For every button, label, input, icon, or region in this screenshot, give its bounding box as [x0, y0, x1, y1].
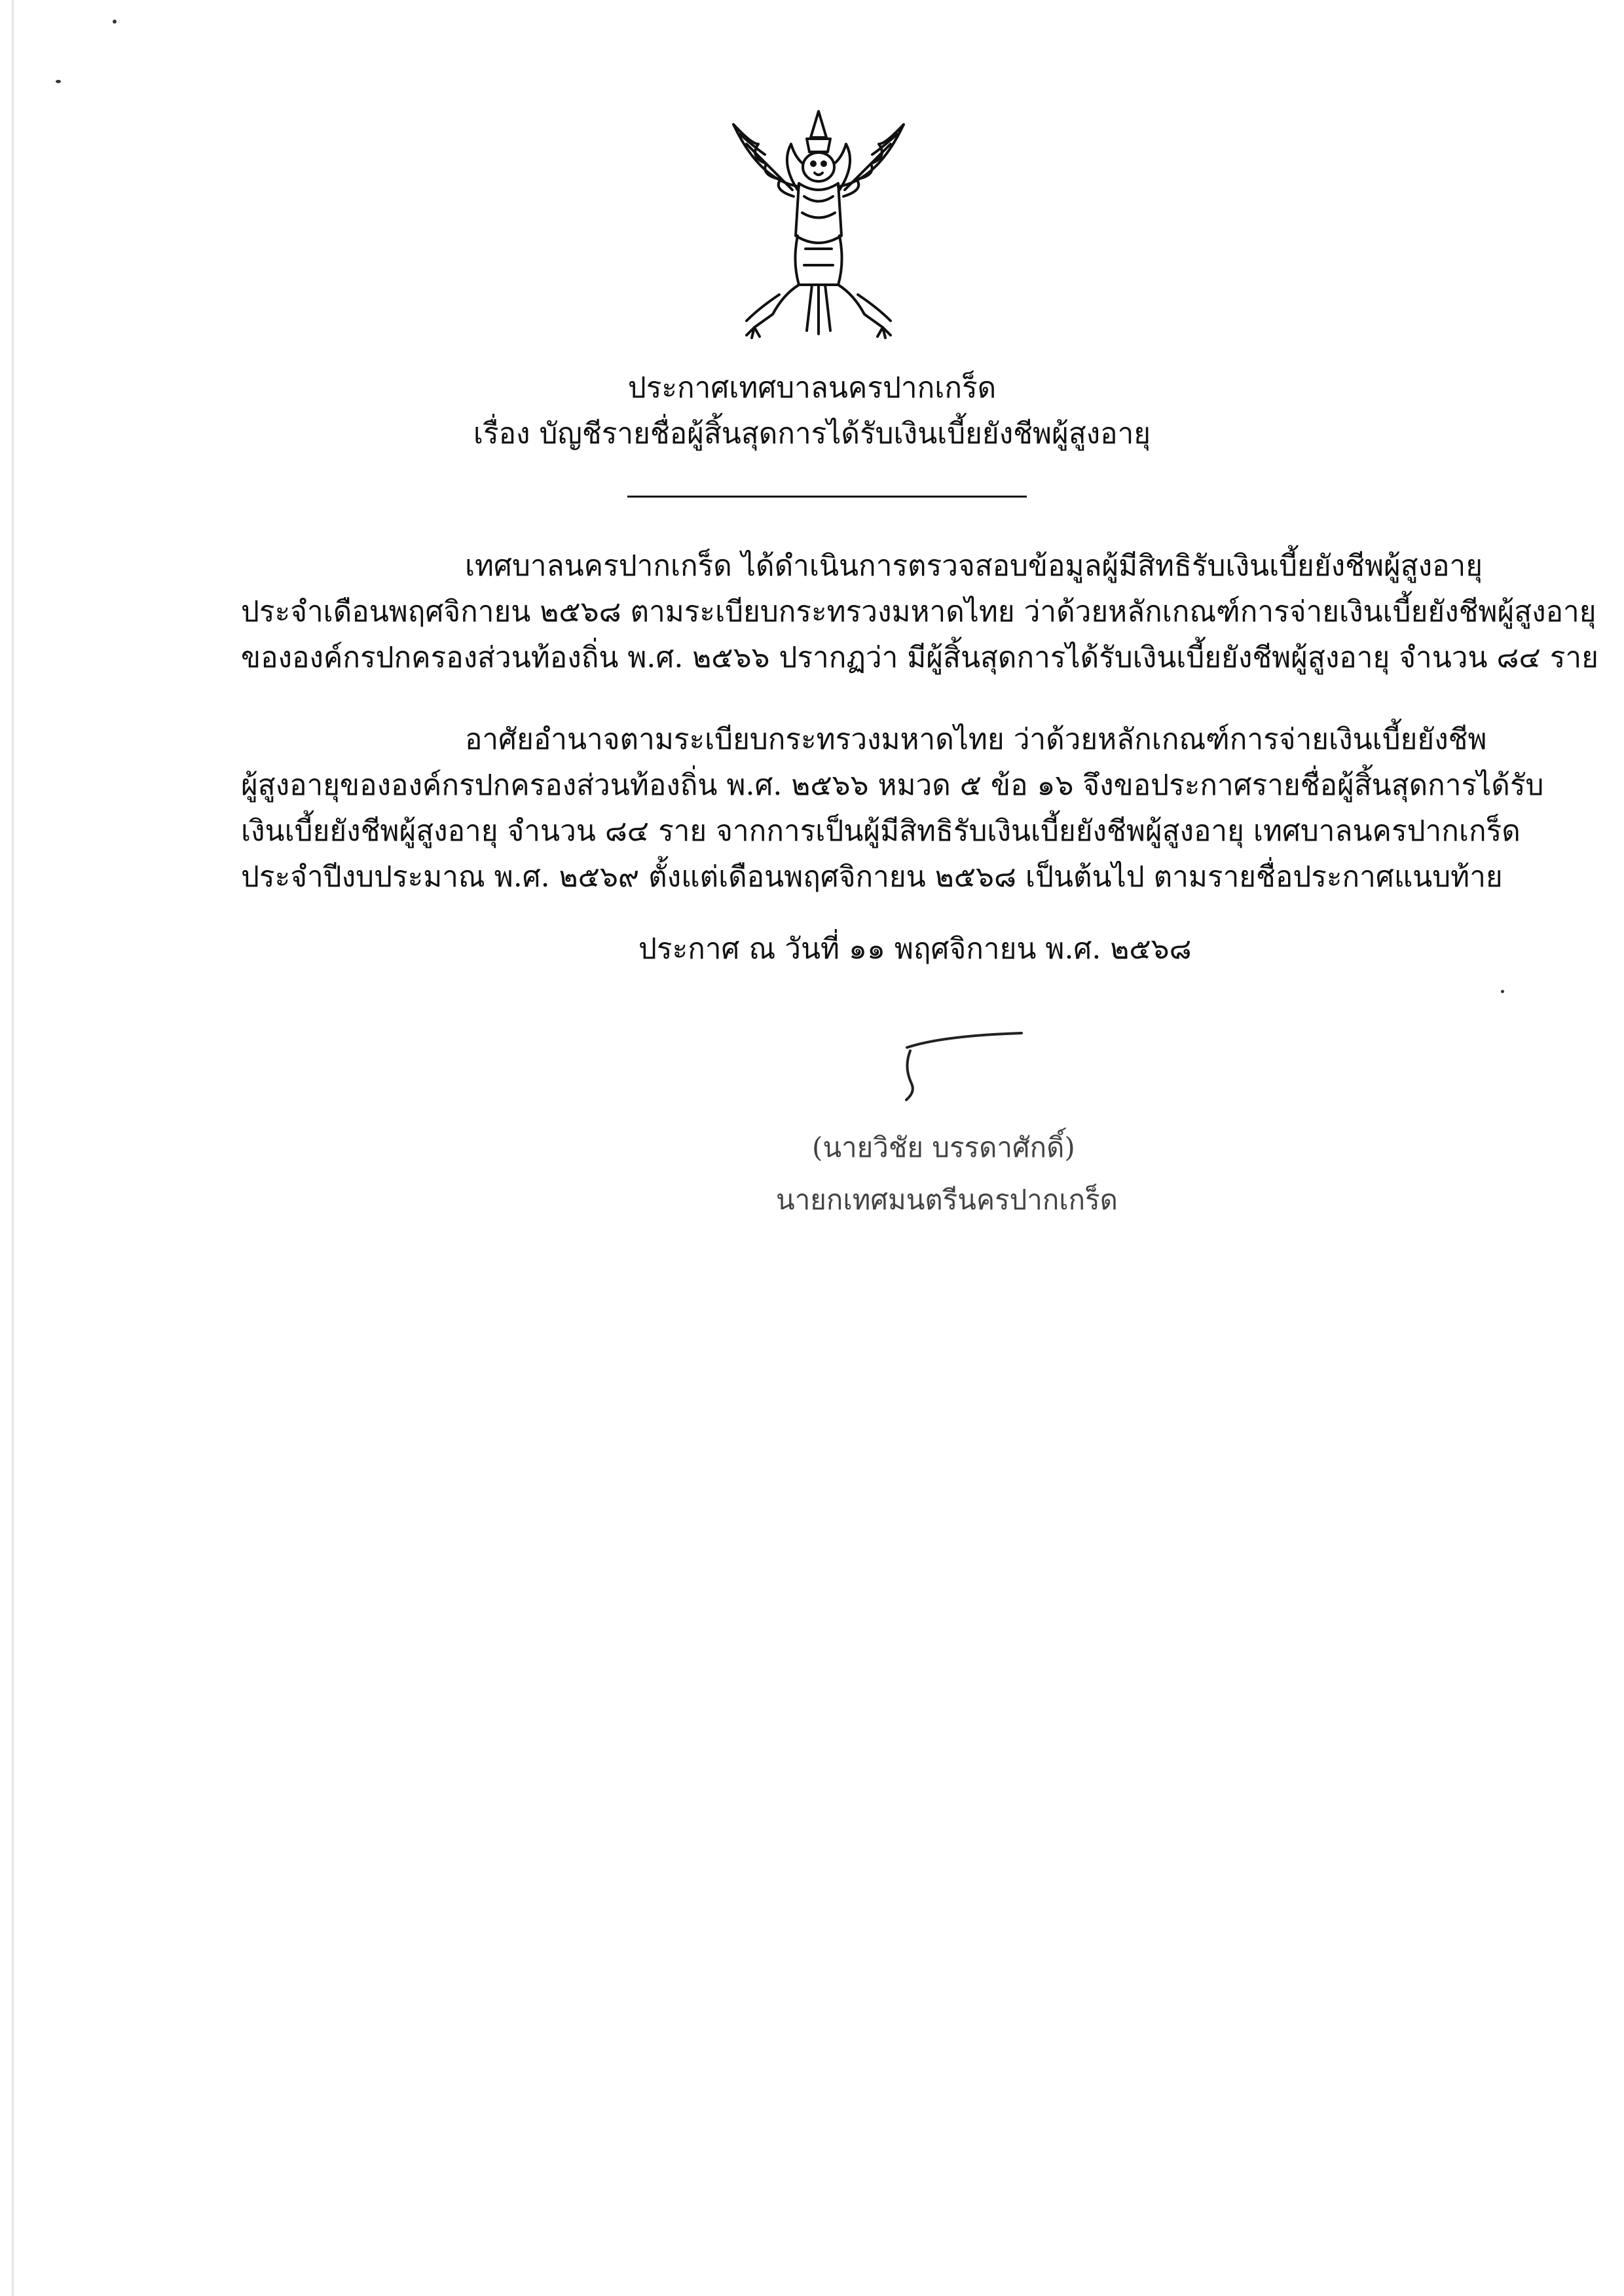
- paragraph-1-line-1: เทศบาลนครปากเกร็ด ได้ดำเนินการตรวจสอบข้อมูลผู้มีสิทธิรับเงินเบี้ยยังชีพผู้สูงอายุ: [465, 549, 1483, 583]
- paragraph-2-line-2: ผู้สูงอายุขององค์กรปกครองส่วนท้องถิ่น พ.ศ. ๒๕๖๖ หมวด ๕ ข้อ ๑๖ จึงขอประกาศรายชื่อผู้สิ้นสุดการได้รับ: [241, 769, 1544, 802]
- paragraph-2-line-4: ประจำปีงบประมาณ พ.ศ. ๒๕๖๙ ตั้งแต่เดือนพฤศจิกายน ๒๕๖๘ เป็นต้นไป ตามรายชื่อประกาศแนบท้าย: [241, 860, 1503, 894]
- paragraph-2-line-3: เงินเบี้ยยังชีพผู้สูงอายุ จำนวน ๘๔ ราย จากการเป็นผู้มีสิทธิรับเงินเบี้ยยังชีพผู้สูงอายุ เทศบาลนครปากเกร็ด: [241, 814, 1521, 848]
- garuda-emblem: [720, 98, 917, 347]
- scan-edge-line: [12, 0, 14, 2296]
- scan-speck: [1501, 990, 1504, 993]
- paragraph-2-line-1: อาศัยอำนาจตามระเบียบกระทรวงมหาดไทย ว่าด้วยหลักเกณฑ์การจ่ายเงินเบี้ยยังชีพ: [465, 723, 1487, 756]
- scan-speck: [113, 20, 117, 24]
- paragraph-1-line-2: ประจำเดือนพฤศจิกายน ๒๕๖๘ ตามระเบียบกระทรวงมหาดไทย ว่าด้วยหลักเกณฑ์การจ่ายเงินเบี้ยยังชีพผู้สูงอายุ: [241, 595, 1596, 629]
- document-title: ประกาศเทศบาลนครปากเกร็ด: [627, 371, 997, 405]
- handwritten-signature: [897, 1021, 1041, 1113]
- scan-speck: [56, 80, 61, 83]
- paragraph-1-line-3: ขององค์กรปกครองส่วนท้องถิ่น พ.ศ. ๒๕๖๖ ปรากฏว่า มีผู้สิ้นสุดการได้รับเงินเบี้ยยังชีพผู้สูงอายุ จำนวน ๘๔ ราย: [241, 641, 1598, 674]
- signatory-position: นายกเทศมนตรีนครปากเกร็ด: [776, 1184, 1118, 1216]
- header-divider: [627, 496, 1027, 498]
- document-subject: เรื่อง บัญชีรายชื่อผู้สิ้นสุดการได้รับเงินเบี้ยยังชีพผู้สูงอายุ: [473, 417, 1151, 450]
- announcement-date: ประกาศ ณ วันที่ ๑๑ พฤศจิกายน พ.ศ. ๒๕๖๘: [638, 932, 1192, 966]
- signatory-name: (นายวิชัย บรรดาศักดิ์): [812, 1131, 1075, 1163]
